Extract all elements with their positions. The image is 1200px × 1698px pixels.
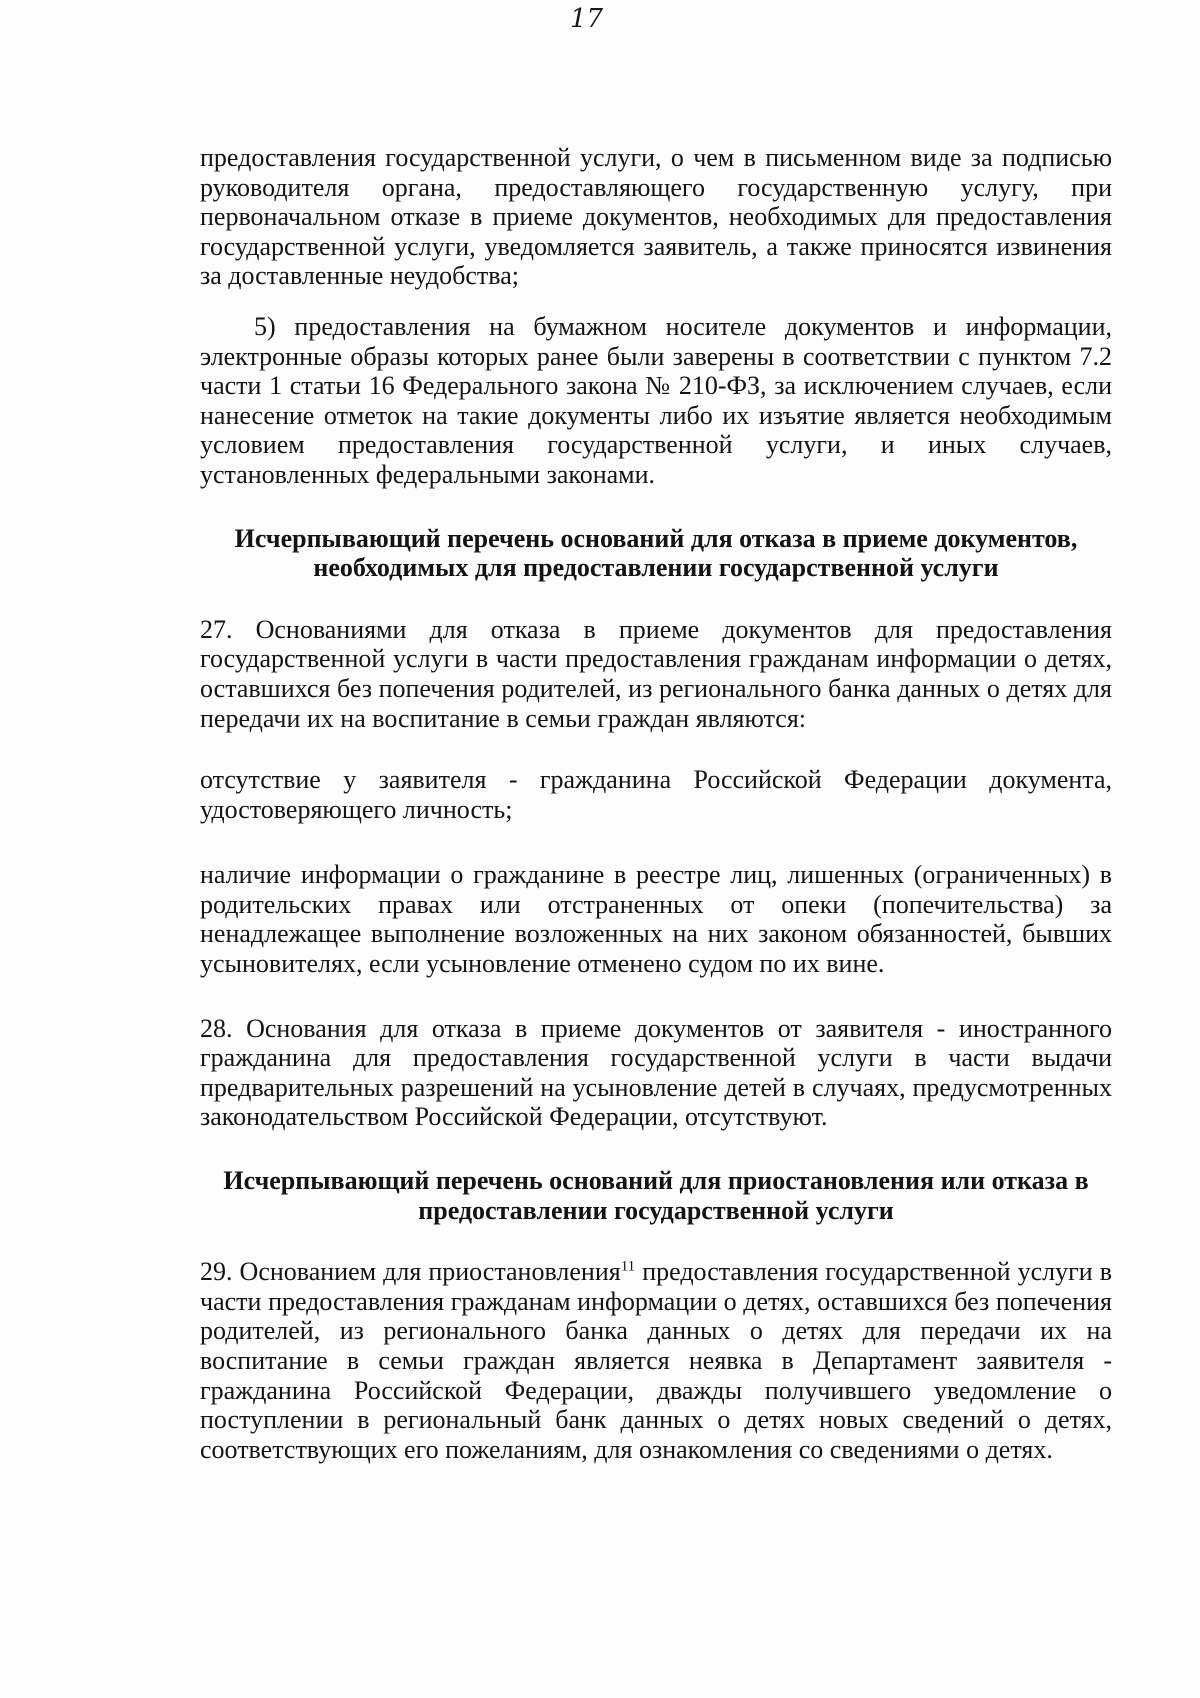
section-heading-refusal-documents: Исчерпывающий перечень оснований для отказа в приеме документов, необходимых для предоставлении государственной услуги (234, 523, 1078, 583)
paragraph-absence-of-document: отсутствие у заявителя - гражданина Российской Федерации документа, удостоверяющего личность; (200, 765, 1112, 824)
section-heading-suspension-refusal: Исчерпывающий перечень оснований для приостановления или отказа в предоставлении государственной услуги (223, 1166, 1089, 1225)
paragraph-item-5: 5) предоставления на бумажном носителе документов и информации, электронные образы которых ранее были заверены в соответствии с пунктом 7.2 части 1 статьи 16 Федерального закона № 210-ФЗ, за исключением случаев, если нанесение отметок на такие документы либо их изъятие является необходимым условием предоставления государственной услуги, и иных случаев, установленных федеральными законами. (200, 311, 1112, 489)
document-body (200, 143, 1112, 1464)
paragraph-29-start: 29. Основанием для приостановления (200, 1257, 621, 1287)
paragraph-29 (200, 1257, 1112, 1464)
paragraph-continuation: предоставления государственной услуги, о чем в письменном виде за подписью руководителя органа, предоставляющего государственную услугу, при первоначальном отказе в приеме документов, необходимых для предоставления государственной услуги, уведомляется заявитель, а также приносятся извинения за доставленные неудобства; (200, 143, 1112, 291)
page-number: 17 (570, 4, 604, 34)
paragraph-registry-information: наличие информации о гражданине в реестре лиц, лишенных (ограниченных) в родительских правах или отстраненных от опеки (попечительства) за ненадлежащее выполнение возложенных на них законом обязанностей, бывших усыновителях, если усыновление отменено судом по их вине. (200, 860, 1112, 979)
footnote-marker: 11 (620, 1258, 636, 1275)
paragraph-28: 28. Основания для отказа в приеме документов от заявителя - иностранного гражданина для предоставления государственной услуги в части выдачи предварительных разрешений на усыновление детей в случаях, предусмотренных законодательством Российской Федерации, отсутствуют. (200, 1013, 1112, 1132)
paragraph-29-rest: предоставления государственной услуги в части предоставления гражданам информации о детях, оставшихся без попечения родителей, из регионального банка данных о детях для передачи их на воспитание в семьи граждан является неявка в Департамент заявителя - гражданина Российской Федерации, дважды получившего уведомление о поступлении в региональный банк данных о детях новых сведений о детях, соответствующих его пожеланиям, для ознакомления со сведениями о детях. (200, 1257, 1113, 1464)
paragraph-27: 27. Основаниями для отказа в приеме документов для предоставления государственной услуги в части предоставления гражданам информации о детях, оставшихся без попечения родителей, из регионального банка данных о детях для передачи их на воспитание в семьи граждан являются: (200, 614, 1112, 733)
